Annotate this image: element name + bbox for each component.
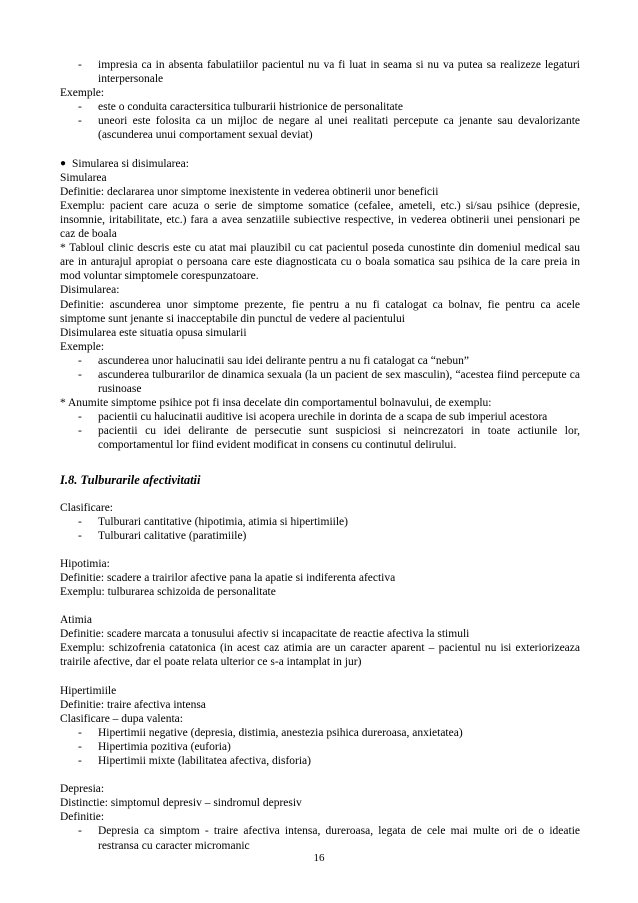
list-item: - este o conduita caractersitica tulburarii histrionice de personalitate — [78, 101, 403, 114]
subsection-title: Hipertimiile — [60, 684, 117, 697]
list-item: - Depresia ca simptom - traire afectiva intensa, dureroasa, legata de cele mai multe ori de o ideatie restransa cu caracter micromanic — [78, 825, 580, 852]
example: Exemplu: schizofrenia catatonica (in acest caz atimia are un caracter aparent – pacientul nu isi exteriorizeaza trairile afective, dar el poate relata ulterior ce s-a intamplat in jur) — [60, 642, 580, 669]
definition: Definitie: traire afectiva intensa — [60, 698, 206, 711]
definition: Definitie: scadere marcata a tonusului afectiv si incapacitate de reactie afectiva la stimuli — [60, 628, 470, 641]
list-item: - Tulburari cantitative (hipotimia, atimia si hipertimiile) — [78, 515, 348, 528]
list-item: - Tulburari calitative (paratimiile) — [78, 529, 247, 542]
list-item: - impresia ca in absenta fabulatiilor pacientul nu va fi luat in seama si nu va putea sa realizeze legaturi interpersonale — [78, 59, 580, 86]
exemple-label: Exemple: — [60, 87, 105, 100]
subsection-title: Atimia — [60, 614, 92, 627]
subsection-title: Simularea — [60, 171, 107, 184]
list-item: - ascunderea unor halucinatii sau idei delirante pentru a nu fi catalogat ca “nebun” — [78, 354, 470, 367]
clasificare-label: Clasificare – dupa valenta: — [60, 712, 183, 725]
list-item: - uneori este folosita ca un mijloc de negare al unei realitati percepute ca jenante sau devalorizante (ascunderea unui comportament sexual deviat) — [78, 115, 580, 142]
list-item: - ascunderea tulburarilor de dinamica sexuala (la un pacient de sex masculin), “acestea fiind percepute ca rusinoase — [78, 368, 580, 396]
page-number: 16 — [313, 852, 325, 864]
bullet-item: ● Simularea si disimularea: — [60, 157, 189, 170]
definition: Definitie: ascunderea unor simptome prezente, fie pentru a nu fi catalogat ca bolnav, fie pentru ca acele simptome sunt jenante si inacceptabile din punctul de vedere al pacientului — [60, 298, 580, 325]
list-item: - pacientii cu halucinatii auditive isi acopera urechile in dorinta de a scapa de sub imperiul acestora — [78, 411, 548, 424]
page-body — [60, 58, 580, 853]
definition: Definitie: scadere a trairilor afective pana la apatie si indiferenta afectiva — [60, 572, 396, 584]
list-item: - Hipertimii mixte (labilitatea afectiva, disforia) — [78, 755, 311, 768]
list-item: - Hipertimii negative (depresia, distimia, anestezia psihica dureroasa, anxietatea) — [78, 726, 463, 739]
example: Exemplu: pacient care acuza o serie de simptome somatice (cefalee, ameteli, etc.) si/sau psihice (depresie, insomnie, iritabilitate, etc.) fara a avea senzatiile subiective respective, in vederea obtinerii unei pensionari pe caz de boala — [60, 199, 580, 241]
definition: Definitie: — [60, 811, 105, 824]
definition: Definitie: declararea unor simptome inexistente in vederea obtinerii unor beneficii — [60, 185, 439, 198]
subsection-title: Depresia: — [60, 783, 105, 796]
example: Exemplu: tulburarea schizoida de personalitate — [60, 586, 276, 599]
subsection-title: Disimularea: — [60, 284, 120, 297]
note: * Tabloul clinic descris este cu atat mai plauzibil cu cat pacientul poseda cunostinte din domeniul medical sau are in anturajul apropiat o persoana care este diagnosticata cu o boala somatica sau psihica de la care preia in mod voluntar simptomele corespunzatoare. — [60, 242, 580, 283]
paragraph: Distinctie: simptomul depresiv – sindromul depresiv — [60, 797, 302, 810]
subsection-title: Hipotimia: — [60, 557, 110, 570]
list-item: - pacientii cu idei delirante de persecutie sunt suspiciosi si neincrezatori in toate actiunile lor, comportamentul lor fiind evident modificat in consens cu continutul delirului. — [78, 425, 580, 452]
exemple-label: Exemple: — [60, 340, 105, 353]
paragraph: Disimularea este situatia opusa simularii — [60, 326, 247, 339]
note: * Anumite simptome psihice pot fi insa decelate din comportamentul bolnavului, de exemplu: — [60, 397, 492, 410]
bullet-icon: ● — [60, 157, 67, 169]
clasificare-label: Clasificare: — [60, 501, 114, 514]
section-heading: I.8. Tulburarile afectivitatii — [60, 472, 201, 487]
list-item: - Hipertimia pozitiva (euforia) — [78, 740, 231, 753]
